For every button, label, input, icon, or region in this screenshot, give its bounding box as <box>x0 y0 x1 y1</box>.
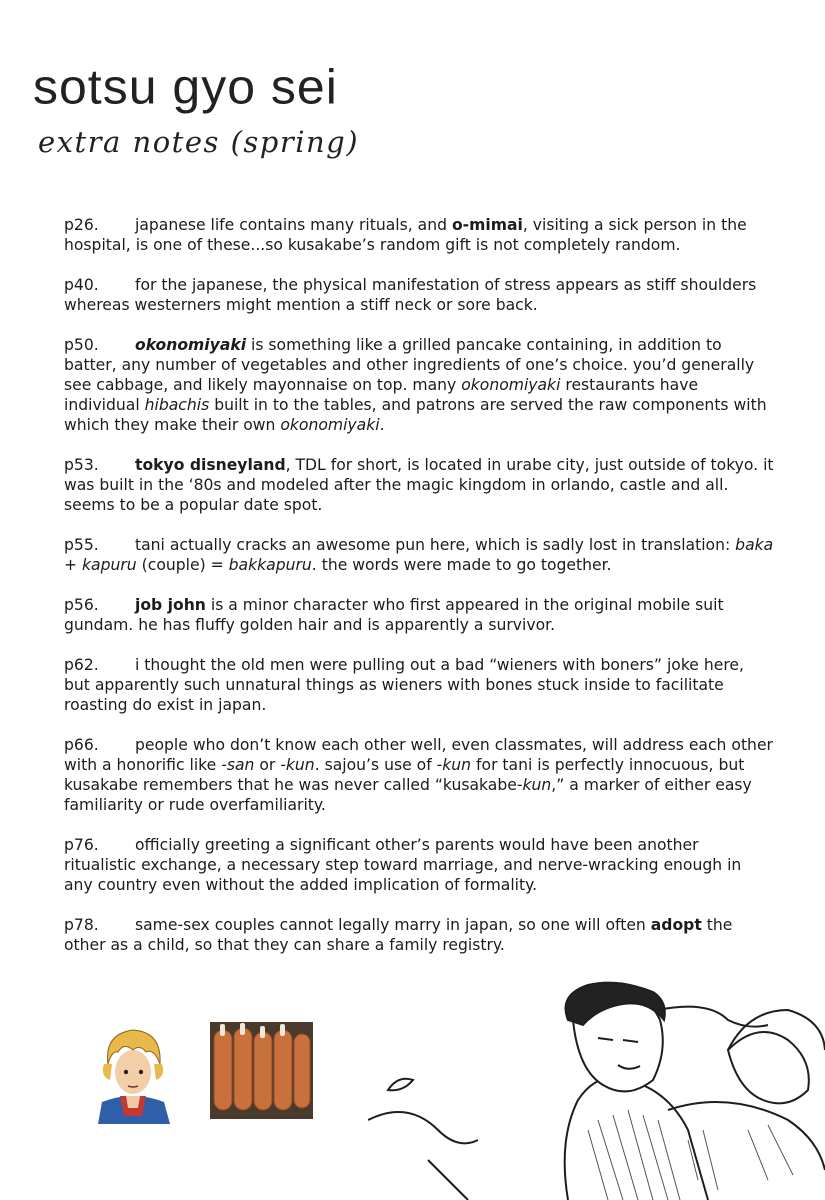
note-item <box>64 455 774 515</box>
note-item <box>64 275 774 315</box>
note-text: officially greeting a significant other’s parents would have been another ritualistic exchange, a necessary step toward marriage, and nerve-wracking enough in any country even without the added implication of formality. <box>64 836 742 894</box>
note-text: . the words were made to go together. <box>311 556 612 574</box>
note-term: baka <box>735 536 774 554</box>
note-text: . sajou’s use of <box>314 756 437 774</box>
page-subtitle: extra notes (spring) <box>38 125 360 159</box>
note-page-ref: p62. <box>64 656 99 674</box>
note-term: adopt <box>650 916 702 934</box>
note-text: built in to the tables, and patrons are served the raw components with which they make their own <box>64 396 767 434</box>
note-item <box>64 215 774 255</box>
note-term: kun <box>522 776 552 794</box>
wieners-photo <box>210 1022 313 1119</box>
note-item <box>64 535 774 575</box>
note-text: japanese life contains many rituals, and <box>135 216 452 234</box>
note-text: (couple) = <box>136 556 229 574</box>
note-text: or <box>254 756 281 774</box>
note-term: okonomiyaki <box>135 336 247 354</box>
note-text: for the japanese, the physical manifestation of stress appears as stiff shoulders whereas westerners might mention a stiff neck or sore back. <box>64 276 757 314</box>
note-term: okonomiyaki <box>280 416 380 434</box>
note-item <box>64 655 774 715</box>
note-text: for tani is perfectly innocuous, but kusakabe remembers that he was never called “kusakabe- <box>64 756 745 794</box>
note-text: i thought the old men were pulling out a bad “wieners with boners” joke here, but apparently such unnatural things as wieners with bones stuck inside to facilitate roasting do exist in japan. <box>64 656 744 714</box>
note-item <box>64 835 774 895</box>
note-item <box>64 915 774 955</box>
note-term: okonomiyaki <box>461 376 561 394</box>
note-item <box>64 595 774 635</box>
note-text: is something like a grilled pancake containing, in addition to batter, any number of vegetables and other ingredients of one’s choice. you’d generally see cabbage, and likely mayonnaise on top. many <box>64 336 755 394</box>
note-text: + <box>64 556 83 574</box>
note-text: ,” a marker of either easy familiarity or rude overfamiliarity. <box>64 776 752 814</box>
note-page-ref: p66. <box>64 736 99 754</box>
note-page-ref: p50. <box>64 336 99 354</box>
note-text: same-sex couples cannot legally marry in japan, so one will often <box>135 916 651 934</box>
note-term: tokyo disneyland <box>135 456 286 474</box>
note-text: the other as a child, so that they can share a family registry. <box>64 916 733 954</box>
note-term: job john <box>135 596 206 614</box>
note-page-ref: p76. <box>64 836 99 854</box>
note-item <box>64 335 774 435</box>
note-page-ref: p26. <box>64 216 99 234</box>
note-text: is a minor character who first appeared in the original mobile suit gundam. he has fluffy golden hair and is apparently a survivor. <box>64 596 724 634</box>
manga-couple-illustration <box>368 980 825 1200</box>
note-term: -kun <box>280 756 315 774</box>
note-page-ref: p78. <box>64 916 99 934</box>
note-term: o-mimai <box>451 216 523 234</box>
note-term: -san <box>221 756 255 774</box>
note-term: hibachis <box>144 396 210 414</box>
note-text: restaurants have individual <box>64 376 699 414</box>
note-text: . <box>379 416 385 434</box>
page-title: sotsu gyo sei <box>33 59 338 115</box>
job-john-illustration <box>90 1024 176 1124</box>
note-item <box>64 735 774 815</box>
note-term: -kun <box>436 756 472 774</box>
note-term: bakkapuru <box>228 556 312 574</box>
note-text: people who don’t know each other well, even classmates, will address each other with a honorific like <box>64 736 773 774</box>
notes-list <box>64 215 774 975</box>
note-term: kapuru <box>82 556 137 574</box>
note-page-ref: p53. <box>64 456 99 474</box>
note-page-ref: p55. <box>64 536 99 554</box>
note-text: , TDL for short, is located in urabe city, just outside of tokyo. it was built in the ‘80s and modeled after the magic kingdom in orlando, castle and all. seems to be a popular date spot. <box>64 456 774 514</box>
note-page-ref: p40. <box>64 276 99 294</box>
note-text: , visiting a sick person in the hospital, is one of these...so kusakabe’s random gift is not completely random. <box>64 216 747 254</box>
note-text: tani actually cracks an awesome pun here, which is sadly lost in translation: <box>135 536 736 554</box>
note-page-ref: p56. <box>64 596 99 614</box>
